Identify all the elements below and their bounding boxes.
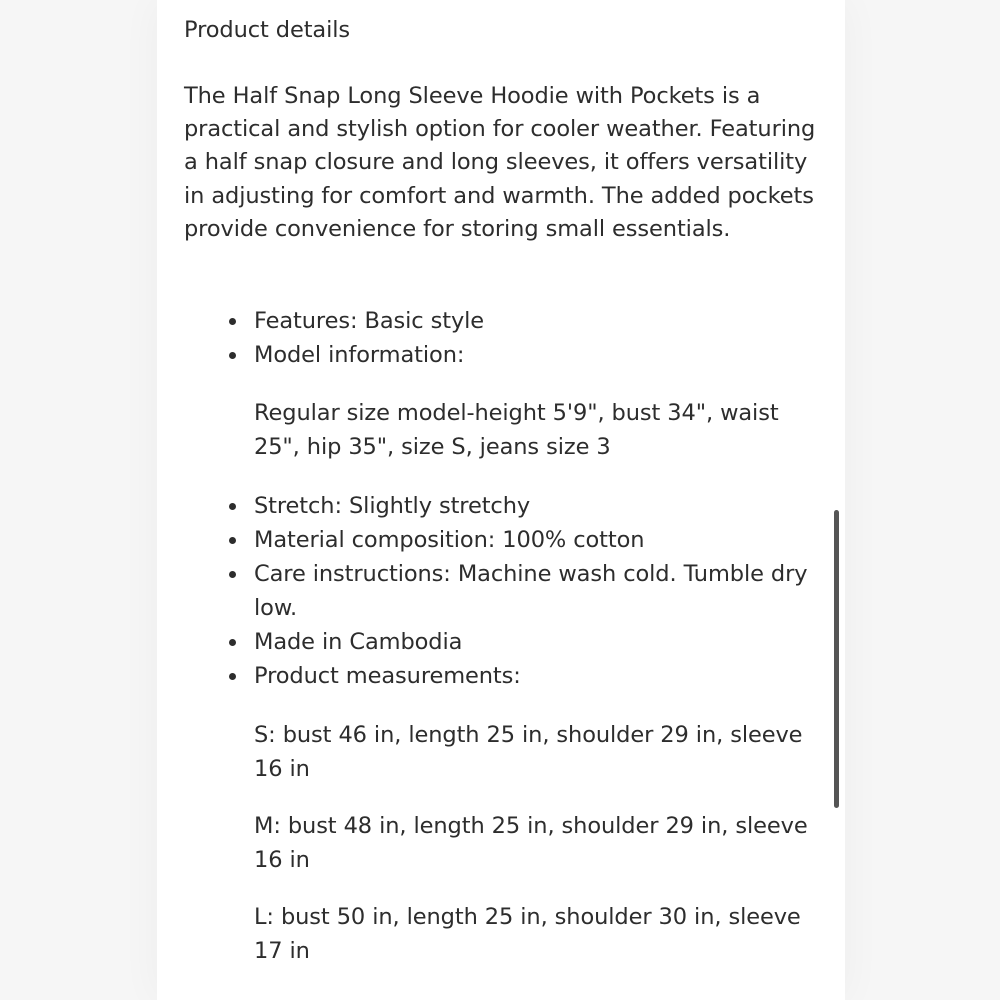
list-item-measurements — [184, 659, 824, 693]
section-title: Product details — [184, 17, 351, 43]
list-item-text: Model information: — [254, 342, 465, 368]
bullet-dot — [229, 639, 236, 646]
list-item-material — [184, 523, 824, 557]
scrollbar-thumb[interactable] — [834, 510, 839, 808]
bullet-dot — [229, 673, 236, 680]
bullet-dot — [229, 503, 236, 510]
bullet-dot — [229, 537, 236, 544]
list-item-text: Care instructions: Machine wash cold. Tumble dry low. — [254, 561, 808, 621]
list-item-model-info — [184, 338, 824, 372]
measurement-size-m: M: bust 48 in, length 25 in, shoulder 29 in, sleeve 16 in — [254, 813, 808, 873]
bullet-dot — [229, 571, 236, 578]
list-item-care — [184, 557, 824, 625]
list-item-origin — [184, 625, 824, 659]
list-item-text: Made in Cambodia — [254, 629, 463, 655]
bullet-dot — [229, 318, 236, 325]
details-list-primary — [184, 304, 824, 372]
list-item-stretch — [184, 489, 824, 523]
list-item-features — [184, 304, 824, 338]
model-info-detail: Regular size model-height 5'9", bust 34", waist 25", hip 35", size S, jeans size 3 — [254, 400, 779, 460]
product-details-panel — [157, 0, 845, 1000]
list-item-text: Features: Basic style — [254, 308, 485, 334]
measurement-size-l: L: bust 50 in, length 25 in, shoulder 30 in, sleeve 17 in — [254, 904, 801, 964]
list-item-text: Product measurements: — [254, 663, 521, 689]
list-item-text: Material composition: 100% cotton — [254, 527, 645, 553]
measurement-size-s: S: bust 46 in, length 25 in, shoulder 29 in, sleeve 16 in — [254, 722, 803, 782]
list-item-text: Stretch: Slightly stretchy — [254, 493, 531, 519]
product-description: The Half Snap Long Sleeve Hoodie with Pockets is a practical and stylish option for cooler weather. Featuring a half snap closure and long sleeves, it offers versatility in adjusting for comfort and warmth. The added pockets provide convenience for storing small essentials. — [184, 83, 816, 242]
bullet-dot — [229, 352, 236, 359]
details-list-secondary — [184, 489, 824, 693]
